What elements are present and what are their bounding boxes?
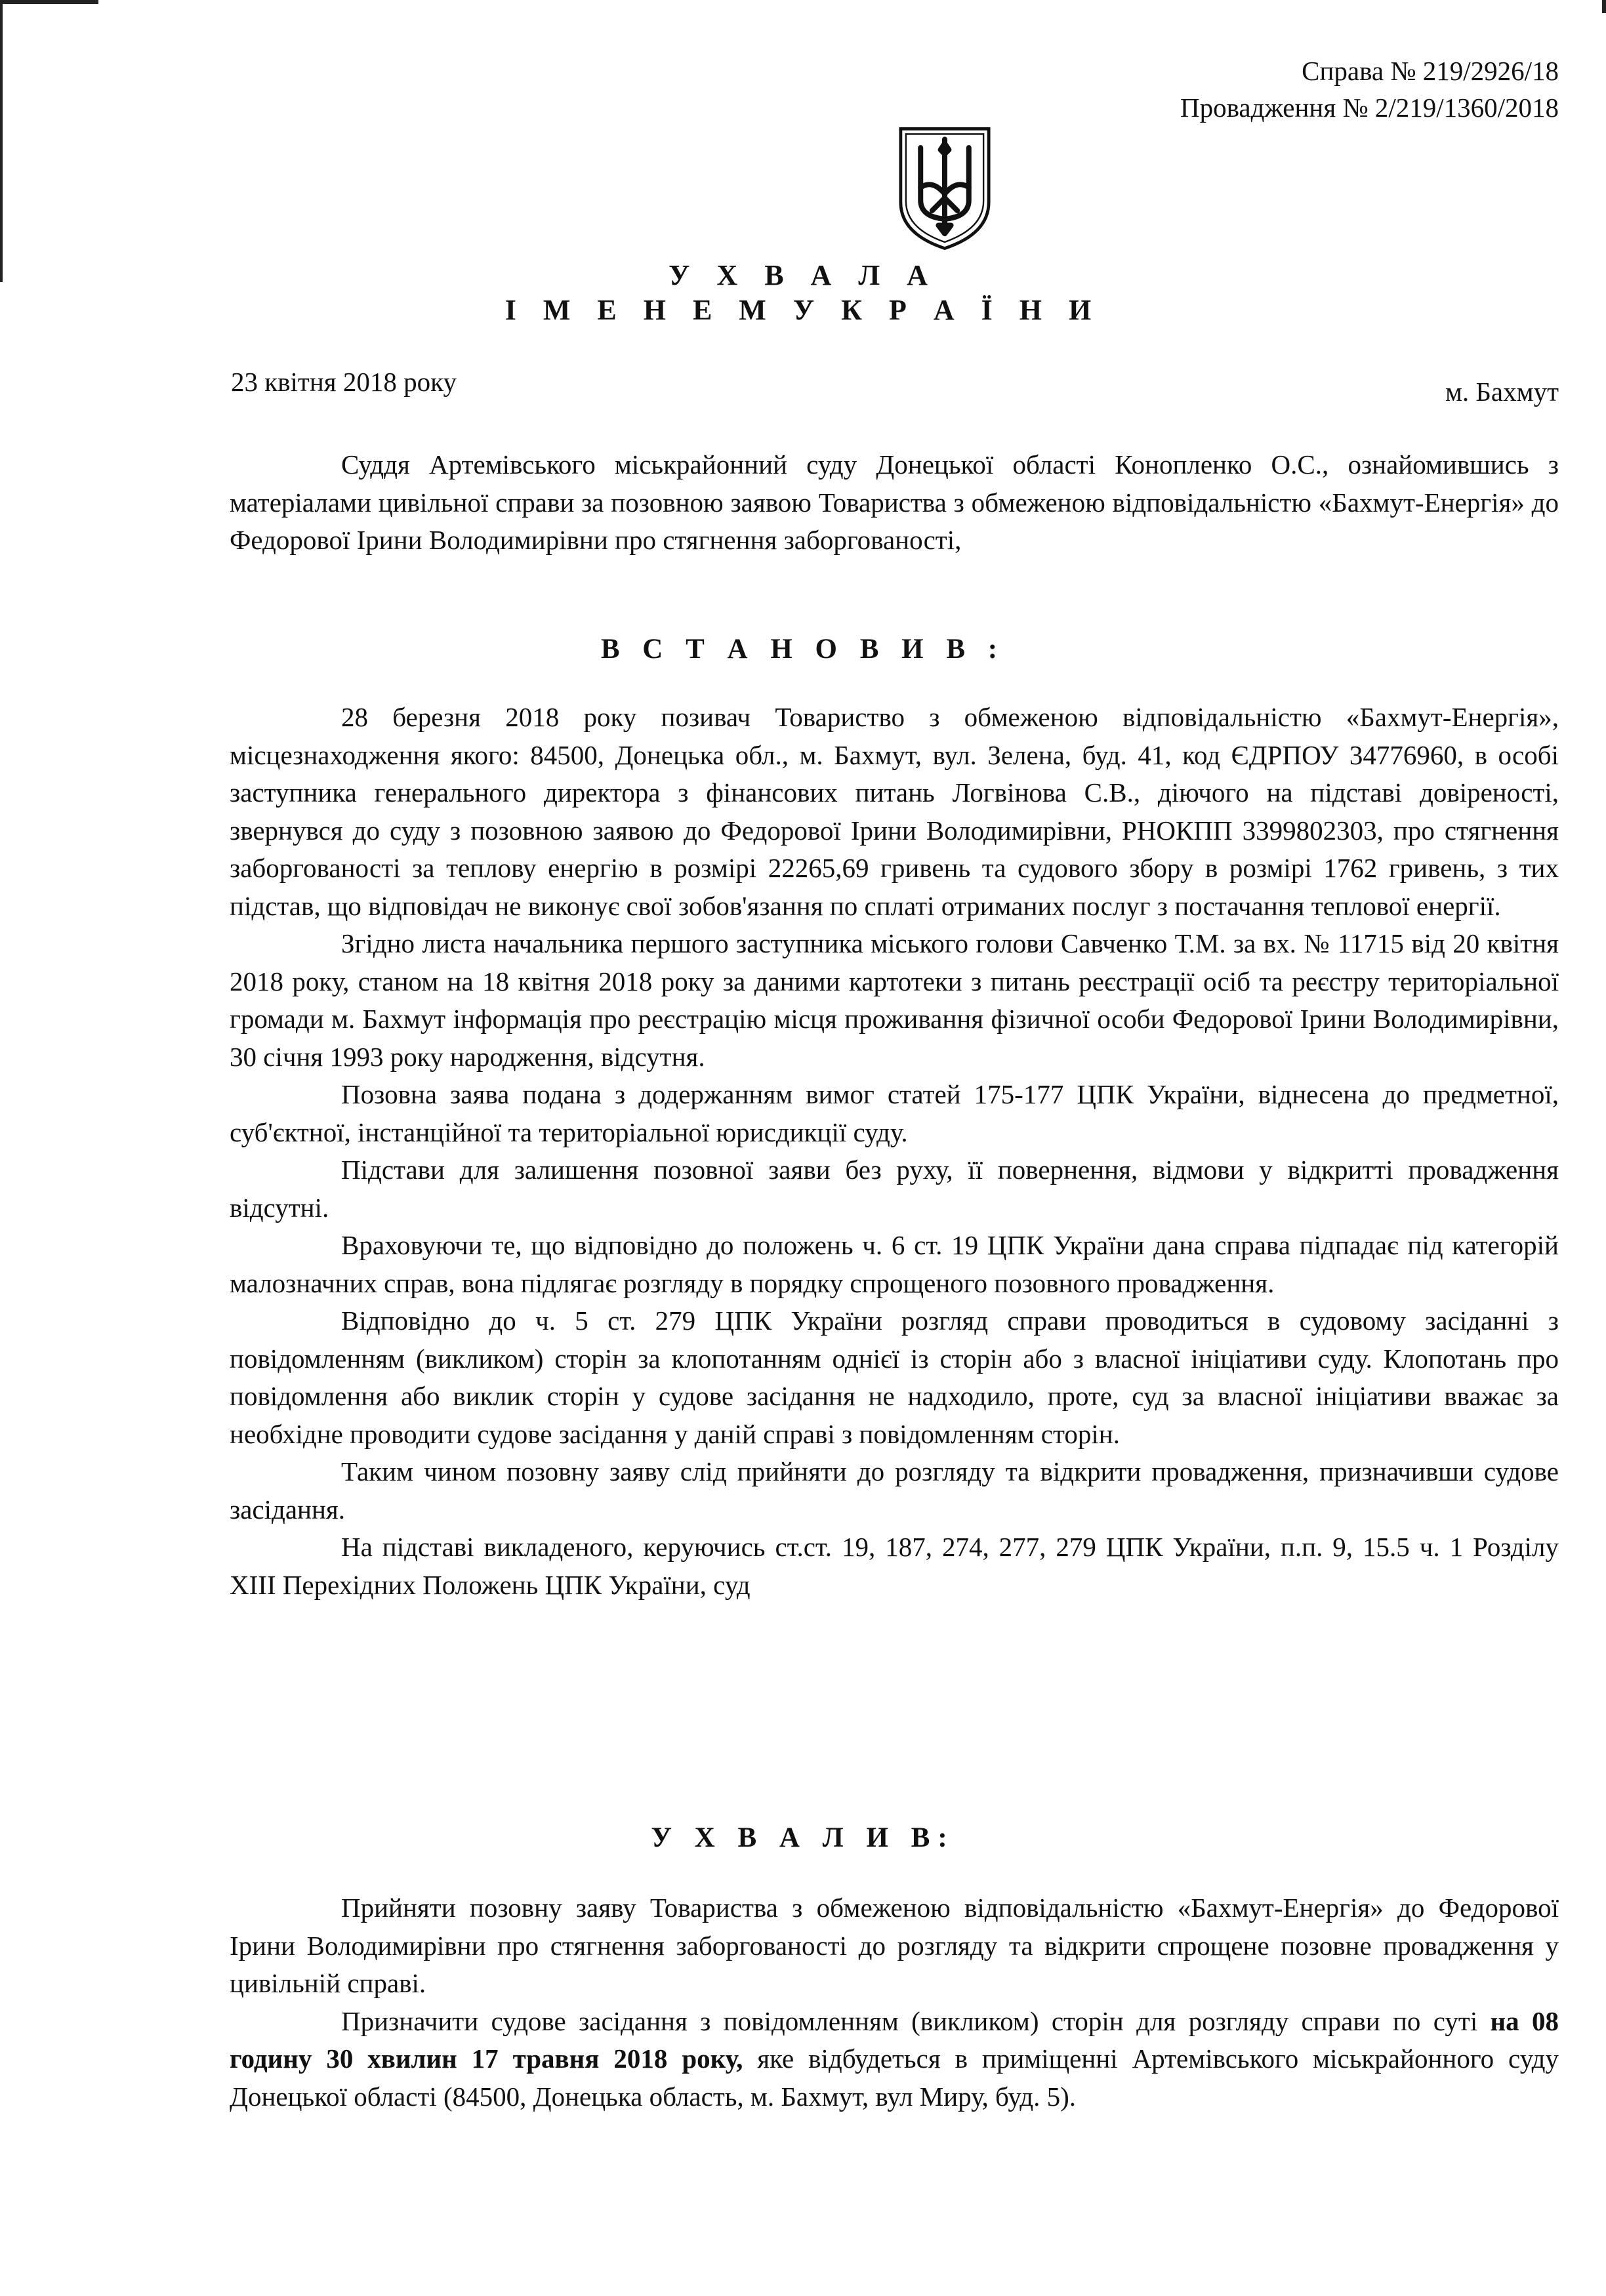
established-paragraph-5: Враховуючи те, що відповідно до положень ч. 6 ст. 19 ЦПК України дана справа підпадає під категорій малозначних справ, вона підлягає розгляду в порядку спрощеного позовного провадження. [230, 1230, 1559, 1298]
case-number: Справа № 219/2926/18 [1302, 56, 1559, 86]
established-paragraph-6: Відповідно до ч. 5 ст. 279 ЦПК України розгляд справи проводиться в судовому засіданні з повідомленням (викликом) сторін за клопотанням однієї із сторін або з власної ініціативи суду. Клопотань про повідомлення або виклик сторін у судове засідання не надходило, проте, суд за власної ініціативи вважає за необхідне проводити судове засідання у даній справі з повідомленням сторін. [230, 1305, 1559, 1449]
document-title: У Х В А Л А [669, 259, 937, 291]
established-paragraph-7: Таким чином позовну заяву слід прийняти до розгляду та відкрити провадження, призначивши судове засідання. [230, 1456, 1559, 1525]
decided-paragraph-2 [230, 2003, 1559, 2116]
intro-paragraph: Суддя Артемівського міськрайонний суду Донецької області Конопленко О.С., ознайомившись з матеріалами цивільної справи за позовною заявою Товариства з обмеженою відповідальністю «Бахмут-Енергія» до Федорової Ірини Володимирівни про стягнення заборгованості, [230, 449, 1559, 555]
hearing-datetime: на 08 годину 30 хвилин 17 травня 2018 року, [230, 2005, 1559, 2074]
established-body [230, 699, 1559, 1604]
scan-edge-mark-right [1602, 0, 1606, 13]
decided-heading: У Х В А Л И В: [651, 1822, 955, 1853]
document-date: 23 квітня 2018 року [231, 367, 457, 397]
hearing-intro-text: Призначити судове засідання з повідомленням (викликом) сторін для розгляду справи по суті [341, 2005, 1491, 2036]
document-city: м. Бахмут [1445, 377, 1559, 407]
established-paragraph-2: Згідно листа начальника першого заступника міського голови Савченко Т.М. за вх. № 11715 від 20 квітня 2018 року, станом на 18 квітня 2018 року за даними картотеки з питань реєстрації осіб та реєстру територіальної громади м. Бахмут інформація про реєстрацію місця проживання фізичної особи Федорової Ірини Володимирівни, 30 січня 1993 року народження, відсутня. [230, 928, 1559, 1072]
established-paragraph-1: 28 березня 2018 року позивач Товариство з обмеженою відповідальністю «Бахмут-Енергія», місцезнаходження якого: 84500, Донецька обл., м. Бахмут, вул. Зелена, буд. 41, код ЄДРПОУ 34776960, в особі заступника генерального директора з фінансових питань Логвінова С.В., діючого на підставі довіреності, звернувся до суду з позовною заявою до Федорової Ірини Володимирівни, РНОКПП 3399802303, про стягнення заборгованості за теплову енергію в розмірі 22265,69 гривень та судового збору в розмірі 1762 гривень, з тих підстав, що відповідач не виконує свої зобов'язання по сплаті отриманих послуг з постачання теплової енергії. [230, 702, 1559, 921]
document-subtitle: І М Е Н Е М У К Р А Ї Н И [504, 294, 1102, 326]
decided-paragraph-1: Прийняти позовну заяву Товариства з обмеженою відповідальністю «Бахмут-Енергія» до Федорової Ірини Володимирівни про стягнення заборгованості до розгляду та відкрити спрощене позовне провадження у цивільній справі. [230, 1893, 1559, 1998]
established-heading: В С Т А Н О В И В : [600, 634, 1006, 665]
established-paragraph-8: На підставі викладеного, керуючись ст.ст. 19, 187, 274, 277, 279 ЦПК України, п.п. 9, 15.5 ч. 1 Розділу XIII Перехідних Положень ЦПК України, суд [230, 1532, 1559, 1600]
scan-edge-mark-left [0, 0, 3, 282]
intro-block [230, 446, 1559, 560]
trident-coat-of-arms-icon [892, 125, 997, 253]
established-paragraph-4: Підстави для залишення позовної заяви без руху, її повернення, відмови у відкритті провадження відсутні. [230, 1155, 1559, 1223]
decided-body [230, 1889, 1559, 2116]
case-references [1180, 52, 1559, 126]
hearing-location-text: яке відбудеться в приміщенні Артемівського міськрайонного суду Донецької області (84500, Донецька область, м. Бахмут, вул Миру, буд. 5). [230, 2043, 1559, 2112]
scan-edge-mark-top [0, 0, 98, 4]
proceeding-number: Провадження № 2/219/1360/2018 [1180, 92, 1559, 123]
established-paragraph-3: Позовна заява подана з додержанням вимог статей 175-177 ЦПК України, віднесена до предметної, суб'єктної, інстанційної та територіальної юрисдикції суду. [230, 1079, 1559, 1147]
